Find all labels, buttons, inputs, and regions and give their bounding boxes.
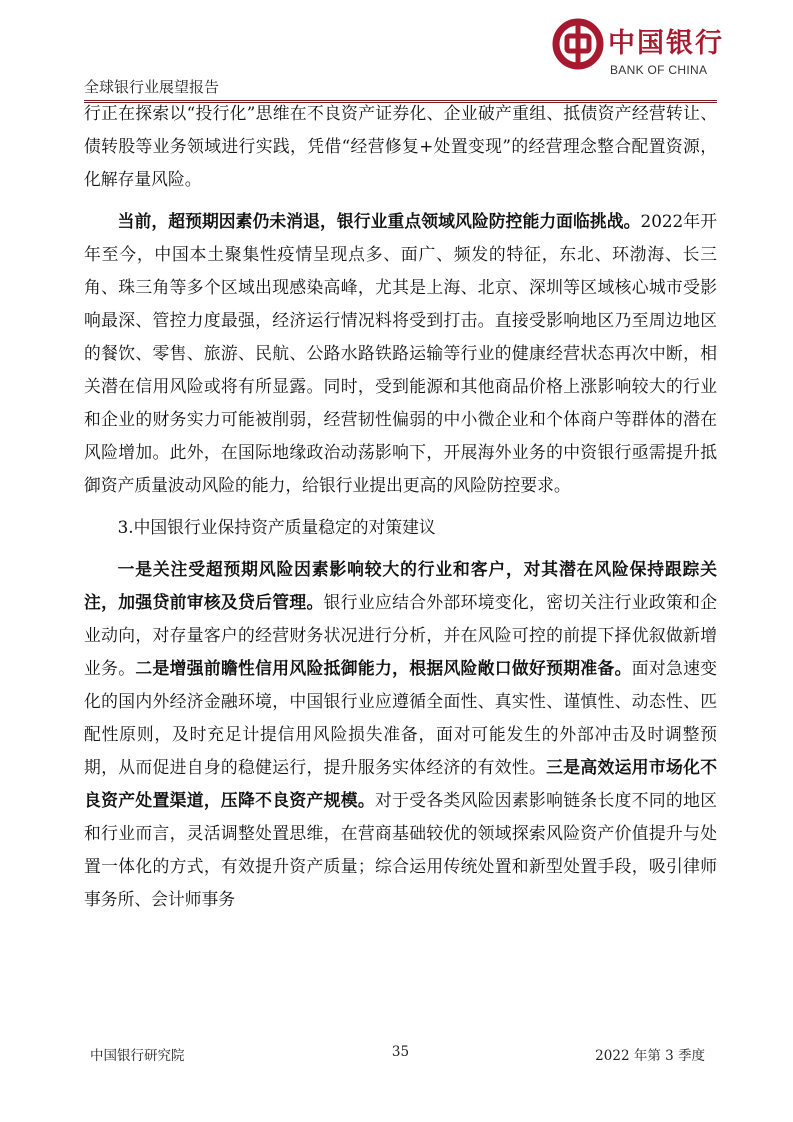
- logo-chinese-name: 中国银行: [608, 28, 724, 59]
- paragraph-policy-recommendations: [84, 553, 717, 916]
- recommendation-one-text: 银行业应结合外部环境变化，密切关注行业政策和企业动向，对存量客户的经营财务状况进行分析，并在风险可控的前提下择优叙做新增业务。: [84, 592, 717, 678]
- paragraph-text: 2022年开年至今，中国本土聚集性疫情呈现点多、面广、频发的特征，东北、环渤海、长三角、珠三角等多个区域出现感染高峰，尤其是上海、北京、深圳等区域核心城市受影响最深、管控力度最强，经济运行情况料将受到打击。直接受影响地区乃至周边地区的餐饮、零售、旅游、民航、公路水路铁路运输等行业的健康经营状态再次中断，相关潜在信用风险或将有所显露。同时，受到能源和其他商品价格上涨影响较大的行业和企业的财务实力可能被削弱，经营韧性偏弱的中小微企业和个体商户等群体的潜在风险增加。此外，在国际地缘政治动荡影响下，开展海外业务的中资银行亟需提升抵御资产质量波动风险的能力，给银行业提出更高的风险防控要求。: [84, 211, 717, 495]
- recommendation-two-text: 面对急速变化的国内外经济金融环境，中国银行业应遵循全面性、真实性、谨慎性、动态性、匹配性原则，及时充足计提信用风险损失准备，面对可能发生的外部冲击及时调整预期，从而促进自身的稳健运行，提升服务实体经济的有效性。: [84, 658, 717, 777]
- paragraph-text: 行正在探索以“投行化”思维在不良资产证券化、企业破产重组、抵债资产经营转让、债转股等业务领域进行实践，凭借“经营修复+处置变现”的经营理念整合配置资源，化解存量风险。: [84, 103, 717, 189]
- report-title: 全球银行业展望报告: [84, 78, 220, 96]
- logo-english-name: BANK OF CHINA: [610, 63, 708, 77]
- page-body: [84, 97, 717, 916]
- recommendation-one-bold: 一是关注受超预期风险因素影响较大的行业和客户，对其潜在风险保持跟踪关注，加强贷前审核及贷后管理。: [84, 559, 717, 612]
- bank-logo: [552, 18, 724, 78]
- recommendation-three-bold: 三是高效运用市场化不良资产处置渠道，压降不良资产规模。: [84, 757, 717, 810]
- bank-of-china-emblem-icon: [552, 18, 604, 70]
- footer-organization: 中国银行研究院: [90, 1048, 185, 1064]
- page-header: [84, 14, 724, 96]
- page-footer: [84, 1044, 717, 1068]
- paragraph-lead-bold: 当前，超预期因素仍未消退，银行业重点领域风险防控能力面临挑战。: [117, 211, 641, 231]
- footer-period: 2022 年第 3 季度: [595, 1048, 705, 1064]
- recommendation-two-bold: 二是增强前瞻性信用风险抵御能力，根据风险敞口做好预期准备。: [135, 658, 632, 678]
- recommendation-three-text: 对于受各类风险因素影响链条长度不同的地区和行业而言，灵活调整处置思维，在营商基础较优的领域探索风险资产价值提升与处置一体化的方式，有效提升资产质量；综合运用传统处置和新型处置手段，吸引律师事务所、会计师事务: [84, 790, 717, 909]
- paragraph-continuation: [84, 97, 717, 196]
- paragraph-risk-challenges: [84, 205, 717, 502]
- page-number: 35: [391, 1044, 410, 1060]
- section-heading: 3.中国银行业保持资产质量稳定的对策建议: [117, 517, 436, 537]
